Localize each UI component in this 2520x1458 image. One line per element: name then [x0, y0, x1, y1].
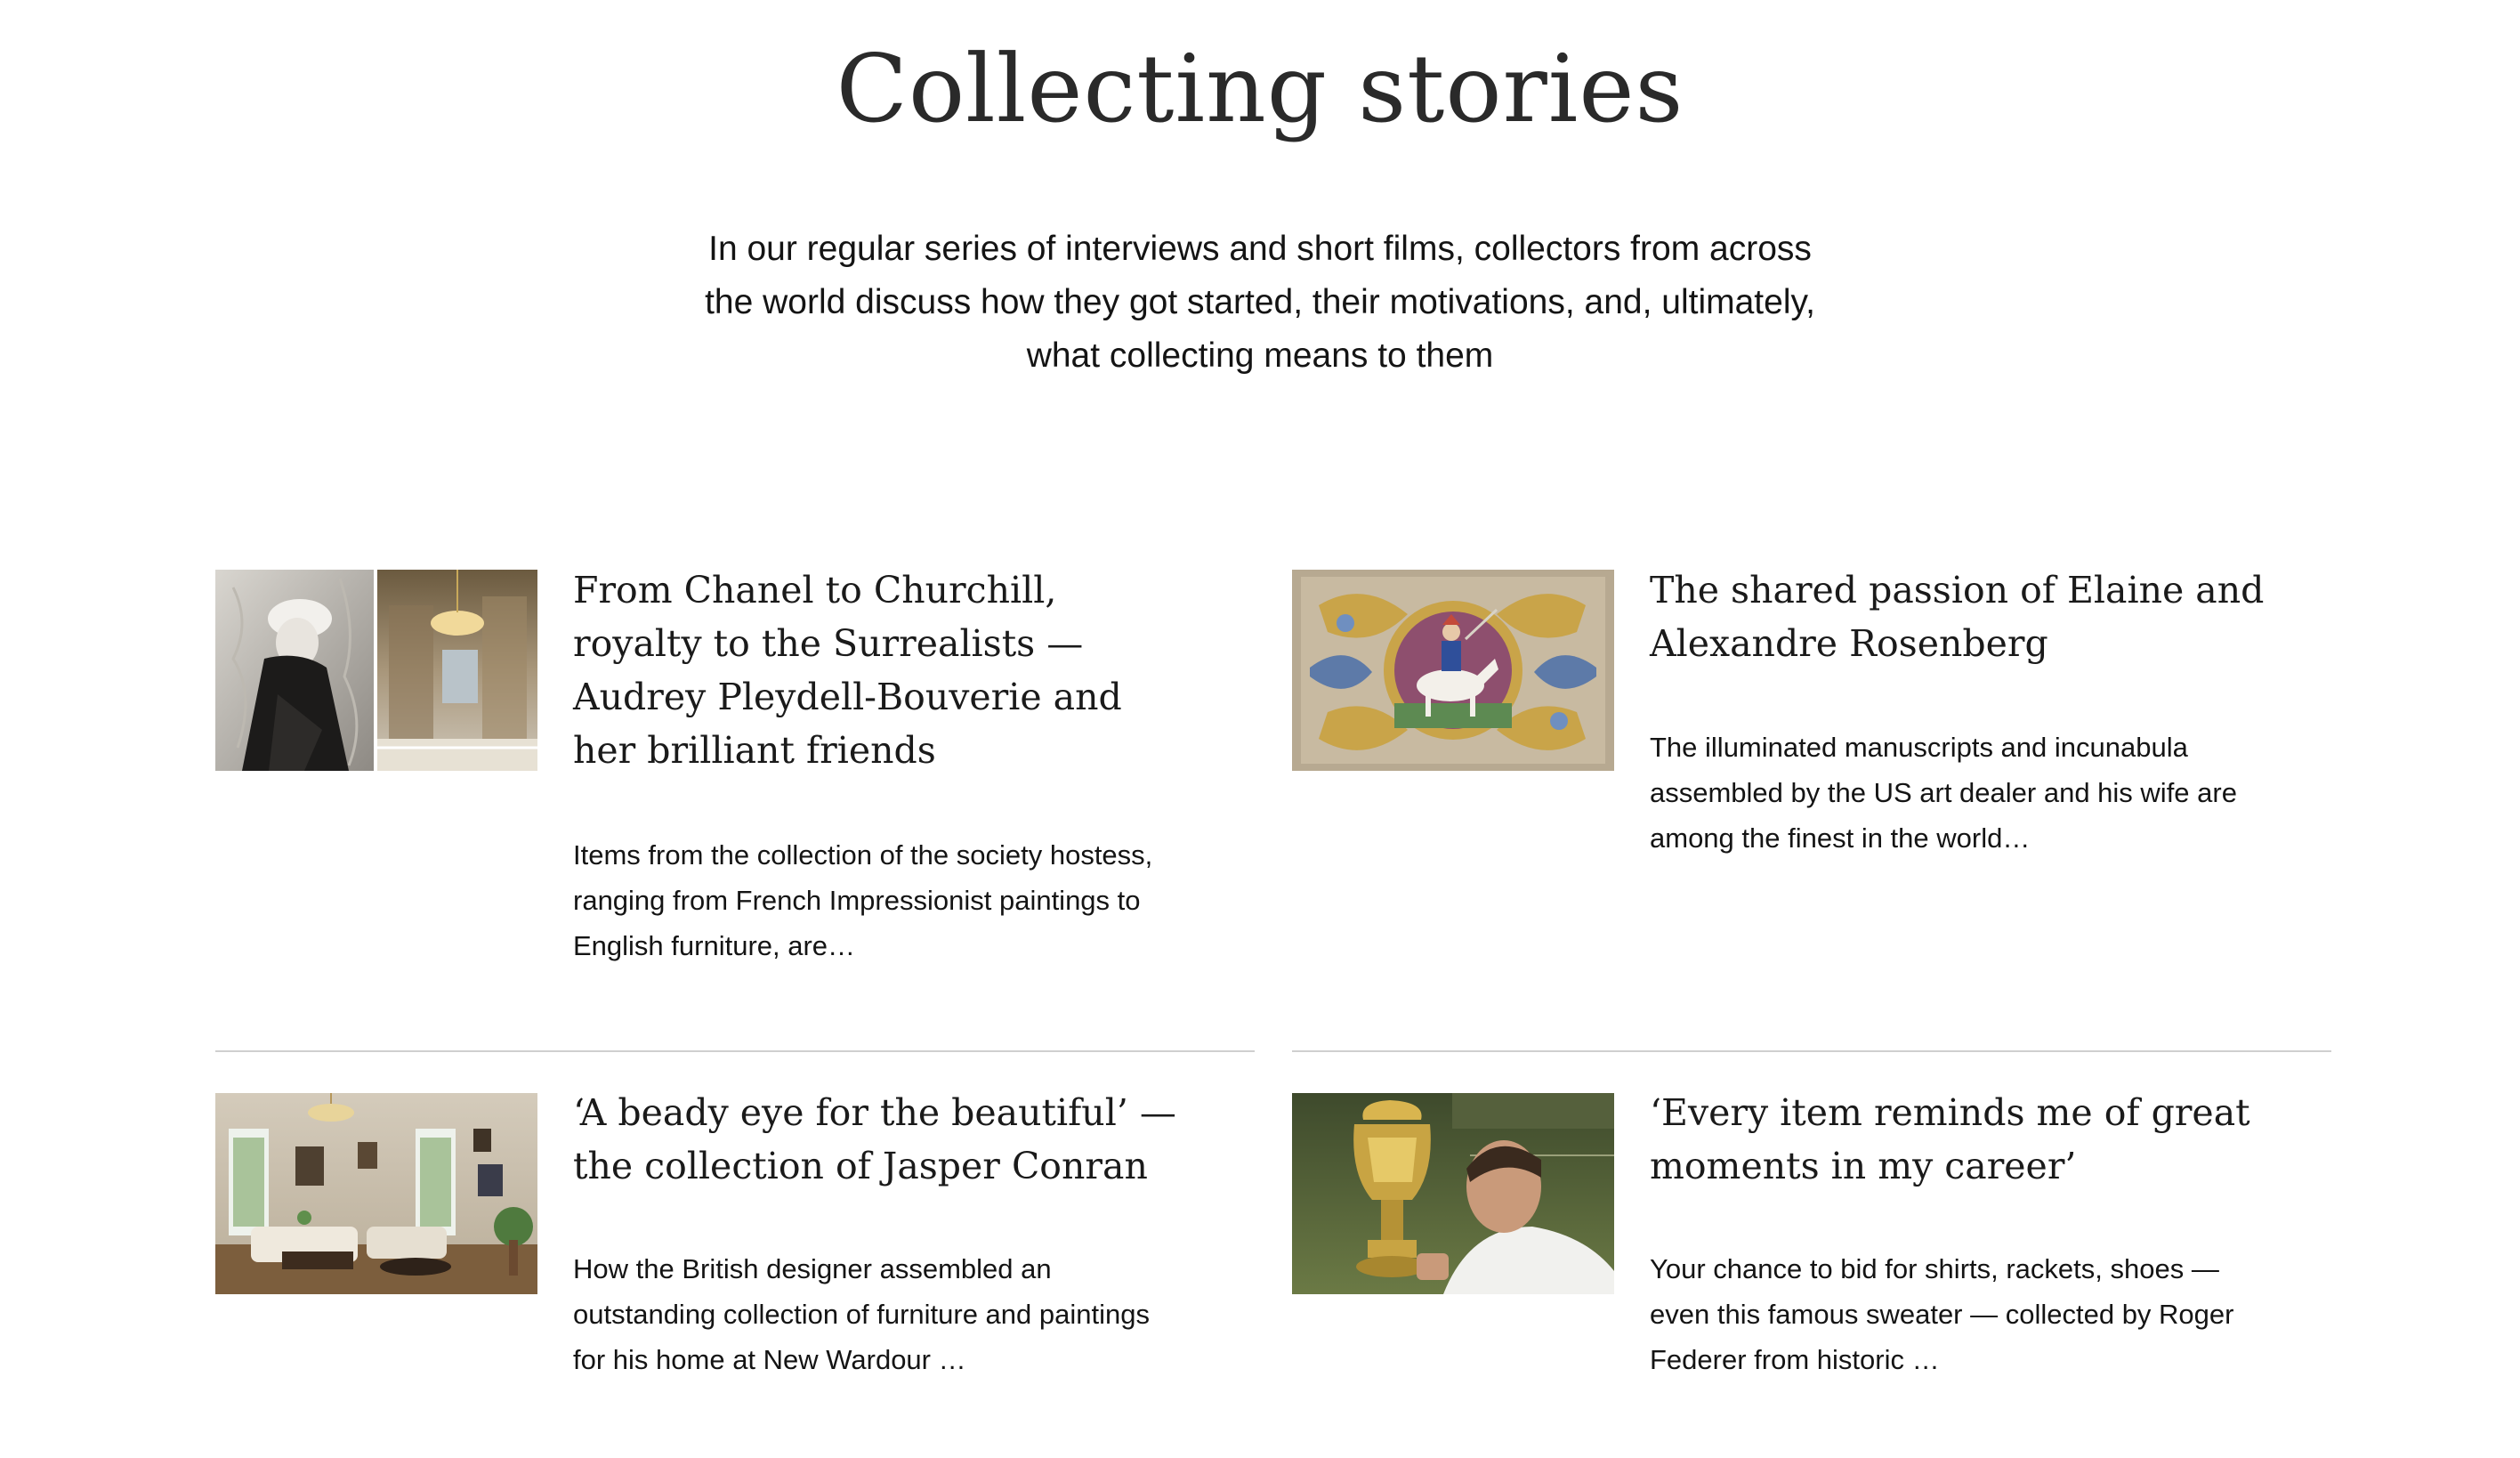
- story-description: Your chance to bid for shirts, rackets, shoes — even this famous sweater — collected by Roger Federer from historic …: [1650, 1253, 2234, 1375]
- story-description: How the British designer assembled an outstanding collection of furniture and paintings for his home at New Wardour …: [573, 1253, 1150, 1375]
- story-title[interactable]: The shared passion of Elaine and Alexandre Rosenberg: [1650, 569, 2265, 665]
- story-thumbnail[interactable]: [215, 1093, 537, 1294]
- story-thumbnail[interactable]: [215, 570, 537, 771]
- story-title[interactable]: ‘Every item reminds me of great moments in my career’: [1650, 1091, 2250, 1187]
- story-description: The illuminated manuscripts and incunabula assembled by the US art dealer and his wife are among the finest in the world…: [1650, 732, 2237, 854]
- story-title[interactable]: From Chanel to Churchill, royalty to the Surrealists — Audrey Pleydell-Bouverie and her brilliant friends: [573, 569, 1122, 772]
- row-divider-left: [215, 1050, 1255, 1052]
- story-thumbnail[interactable]: [1292, 570, 1614, 771]
- intro-text: In our regular series of interviews and short films, collectors from across the world discuss how they got started, their motivations, and, ultimately, what collecting means to them: [705, 230, 1815, 375]
- row-divider-right: [1292, 1050, 2331, 1052]
- story-title[interactable]: ‘A beady eye for the beautiful’ — the collection of Jasper Conran: [573, 1091, 1176, 1187]
- story-description: Items from the collection of the society hostess, ranging from French Impressionist paintings to English furniture, are…: [573, 839, 1153, 961]
- story-thumbnail[interactable]: [1292, 1093, 1614, 1294]
- page-title: Collecting stories: [836, 35, 1684, 143]
